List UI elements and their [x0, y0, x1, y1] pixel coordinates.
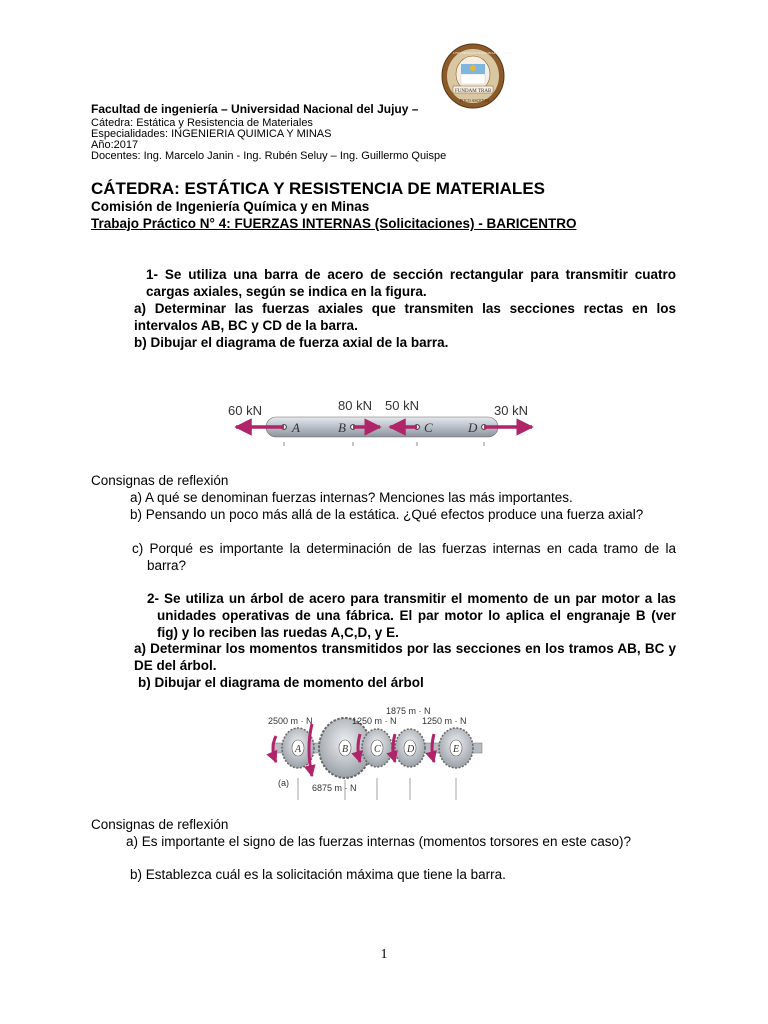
gear-label-c: C	[374, 744, 381, 755]
reflection-1-item-c: c) Porqué es importante la determinación de las fuerzas internas en cada tramo de la barra?	[132, 541, 676, 573]
page-title: CÁTEDRA: ESTÁTICA Y RESISTENCIA DE MATERIALES	[91, 179, 545, 198]
gear-label-b: B	[342, 744, 349, 755]
point-label-a: A	[292, 420, 300, 435]
page-number: 1	[380, 947, 388, 962]
figure-tag: (a)	[278, 778, 289, 788]
reflection-1-item-a: a) A qué se denominan fuerzas internas? Menciones las más importantes.	[130, 490, 573, 505]
moment-label-a: 2500 m · N	[268, 716, 313, 726]
problem-2-item-b: b) Dibujar el diagrama de momento del árbol	[138, 675, 424, 690]
moment-label-b: 6875 m · N	[312, 783, 357, 793]
steel-bar	[266, 417, 498, 437]
reflection-1-item-b: b) Pensando un poco más allá de la estática. ¿Qué efectos produce una fuerza axial?	[130, 507, 644, 522]
svg-text:POCO ASCENDI: POCO ASCENDI	[460, 98, 489, 103]
point-label-d: D	[468, 420, 478, 435]
point-label-b: B	[338, 420, 346, 435]
gear-label-d: D	[407, 744, 415, 755]
problem-1-item-b: b) Dibujar el diagrama de fuerza axial de la barra.	[134, 335, 449, 350]
problem-1-statement: 1- Se utiliza una barra de acero de sección rectangular para transmitir cuatro cargas axiales, según se indica en la figura.	[146, 267, 676, 299]
header-line: Cátedra: Estática y Resistencia de Materiales	[91, 117, 313, 129]
force-label-50kn: 50 kN	[385, 398, 419, 413]
practical-work-subtitle: Trabajo Práctico N° 4: FUERZAS INTERNAS (Solicitaciones) - BARICENTRO	[91, 216, 577, 231]
force-label-60kn: 60 kN	[228, 403, 262, 418]
shaft-gears-figure	[262, 700, 518, 804]
header-line: Año:2017	[91, 139, 139, 151]
gear-label-e: E	[453, 744, 460, 755]
header-line: Docentes: Ing. Marcelo Janin - Ing. Rubén Seluy – Ing. Guillermo Quispe	[91, 150, 447, 162]
header-line: Especialidades: INGENIERIA QUIMICA Y MINAS	[91, 128, 332, 140]
svg-text:FUNDAM: FUNDAM	[455, 89, 477, 94]
svg-text:TRAB: TRAB	[478, 89, 492, 94]
faculty-title: Facultad de ingeniería – Universidad Nacional del Jujuy –	[91, 102, 419, 116]
gear-label-a: A	[295, 744, 302, 755]
point-label-c: C	[424, 420, 433, 435]
commission-subtitle: Comisión de Ingeniería Química y en Minas	[91, 199, 370, 214]
reflection-2-item-b: b) Establezca cuál es la solicitación máxima que tiene la barra.	[130, 867, 506, 882]
moment-label-d: 1875 m · N	[386, 706, 431, 716]
reflection-2-title: Consignas de reflexión	[91, 817, 229, 832]
reflection-1-title: Consignas de reflexión	[91, 473, 229, 488]
force-label-30kn: 30 kN	[494, 403, 528, 418]
force-label-80kn: 80 kN	[338, 398, 372, 413]
reflection-2-item-a: a) Es importante el signo de las fuerzas internas (momentos torsores en este caso)?	[126, 834, 631, 849]
problem-2-item-a: a) Determinar los momentos transmitidos por las secciones en los tramos AB, BC y DE del árbol.	[134, 641, 676, 673]
problem-2-statement: 2- Se utiliza un árbol de acero para transmitir el momento de un par motor a las unidades operativas de una fábrica. El par motor lo aplica el engranaje B (ver fig) y lo reciben las ruedas A,C,D, y E.	[147, 591, 676, 640]
university-seal-logo	[440, 42, 513, 110]
svg-text:UNIVERSIDAD NACIONAL DE JUJUY: UNIVERSIDAD NACIONAL DE JUJUY	[453, 51, 513, 55]
problem-1-item-a: a) Determinar las fuerzas axiales que transmiten las secciones rectas en los intervalos AB, BC y CD de la barra.	[134, 301, 676, 333]
moment-label-e: 1250 m · N	[422, 716, 467, 726]
axial-bar-figure	[222, 394, 542, 450]
moment-label-c: 1250 m · N	[352, 716, 397, 726]
